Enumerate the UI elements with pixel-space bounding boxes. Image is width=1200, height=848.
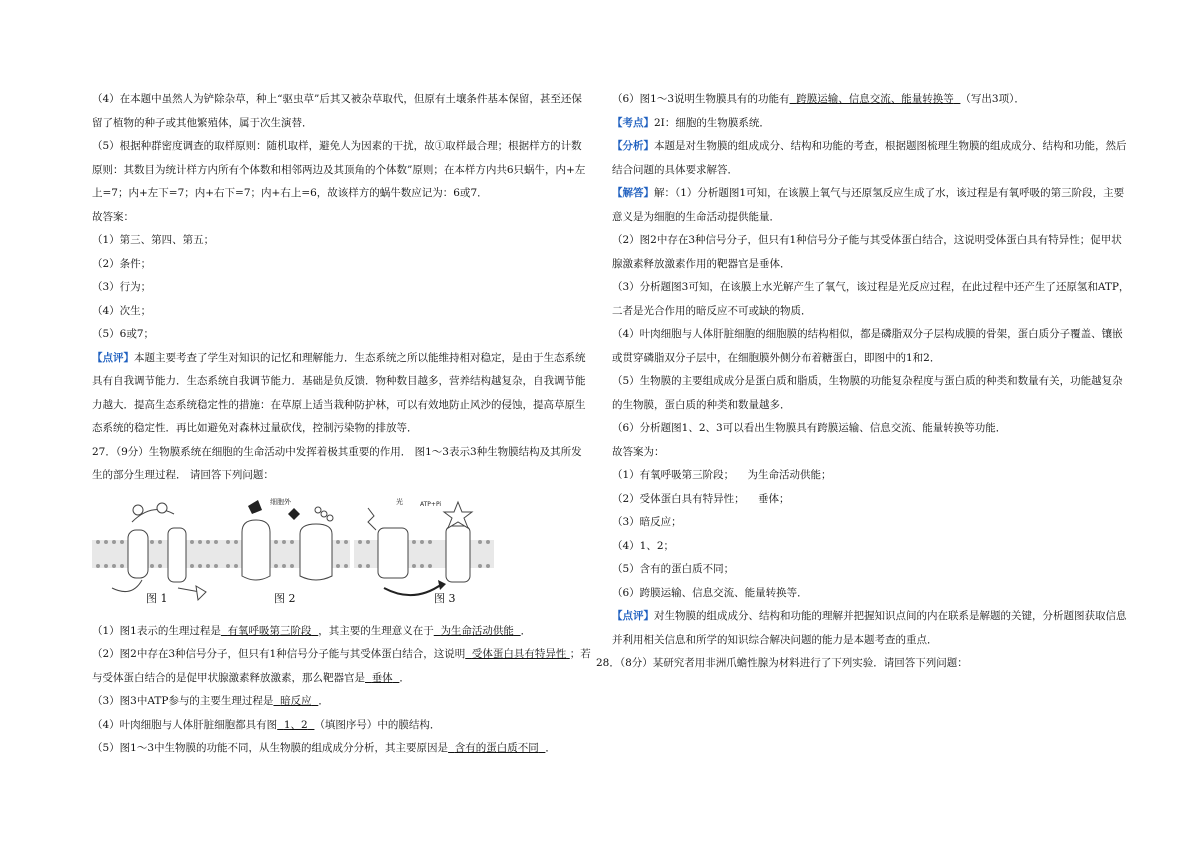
answer-blank-1a: 有氧呼吸第三阶段: [227, 624, 312, 637]
left-column: [92, 88, 592, 761]
question-27: 27．（9分）生物膜系统在细胞的生命活动中发挥着极其重要的作用． 图1～3表示3种生物膜结构及其所发生的部分生理过程． 请回答下列问题：: [92, 445, 582, 481]
figure-1-illustration: [92, 492, 222, 604]
figure-2-panel: [222, 492, 350, 606]
answer-1: （1）第三、第四、第五；: [92, 234, 215, 246]
comment: [92, 347, 592, 441]
answer-4: （4）次生；: [92, 304, 152, 317]
answer-blank-4: 1、2: [283, 718, 308, 731]
solution-2: （2）图2中存在3种信号分子，但只有1种信号分子能与其受体蛋白结合，这说明受体蛋白具有特异性；促甲状腺激素释放激素作用的靶器官是垂体．: [612, 234, 1122, 270]
right-answer-1: （1）有氧呼吸第三阶段； 为生命活动供能；: [612, 469, 832, 481]
question-27-6: （6）图1～3说明生物膜具有的功能有 跨膜运输、信息交流、能量转换等 （写出3项）．: [612, 93, 1025, 105]
answer-3: （3）行为；: [92, 281, 152, 293]
solution-3: （3）分析题图3可知，在该膜上水光解产生了氧气，该过程是光反应过程，在此过程中还产生了还原氢和ATP，二者是光合作用的暗反应不可或缺的物质．: [612, 281, 1130, 317]
question-27-3: （3）图3中ATP参与的主要生理过程是 暗反应 ．: [92, 695, 329, 707]
figure-3-caption: 图 3: [434, 591, 456, 605]
answer-2: （2）条件；: [92, 257, 152, 270]
right-answer-5: （5）含有的蛋白质不同；: [612, 563, 735, 575]
right-column: [596, 88, 1132, 676]
membrane-figures: [92, 492, 592, 620]
right-answer-2: （2）受体蛋白具有特异性； 垂体；: [612, 492, 790, 505]
knowledge-point: 【考点】2I：细胞的生物膜系统．: [612, 116, 770, 129]
figure-1-panel: [92, 492, 222, 606]
figure-3-illustration: [354, 492, 494, 604]
para-5: （5）根据种群密度调查的取样原则：随机取样，避免人为因素的干扰，故①取样最合理；根据样方的计数原则：其数目为统计样方内所有个体数和相邻两边及其顶角的个体数”原则；在本样方内共6只蜗牛，内+左上=7；内+左下=7；内+右下=7；内+右上=6，故该样方的蜗牛数应记为：6或7．: [92, 140, 586, 199]
knowledge-tag: 【考点】: [612, 116, 654, 129]
analysis-tag: 【分析】: [612, 140, 654, 152]
solution-5: （5）生物膜的主要组成成分是蛋白质和脂质，生物膜的功能复杂程度与蛋白质的种类和数量有关，功能越复杂的生物膜，蛋白质的种类和数量越多．: [612, 375, 1123, 411]
comment-text: 本题主要考查了学生对知识的记忆和理解能力．生态系统之所以能维持相对稳定，是由于生态系统具有自我调节能力．生态系统自我调节能力．基础是负反馈．物种数目越多，营养结构越复杂，自我调节能力越大．提高生态系统稳定性的措施：在草原上适当栽种防护林，可以有效地防止风沙的侵蚀，提高草原生态系统的稳定性．再比如避免对森林过量砍伐，控制污染物的排放等．: [92, 351, 586, 434]
answer-title-right: 故答案为：: [612, 445, 665, 458]
figure-2-caption: 图 2: [274, 591, 296, 605]
answer-blank-1b: 为生命活动供能: [440, 624, 514, 637]
solution-tag: 【解答】: [612, 187, 654, 199]
para-4: （4）在本题中虽然人为铲除杂草，种上“驱虫草”后其又被杂草取代，但原有土壤条件基本保留，甚至还保留了植物的种子或其他繁殖体，属于次生演替．: [92, 93, 582, 129]
right-answer-3: （3）暗反应；: [612, 516, 682, 528]
right-answer-6: （6）跨膜运输、信息交流、能量转换等．: [612, 586, 808, 599]
question-27-5: （5）图1～3中生物膜的功能不同，从生物膜的组成成分分析，其主要原因是 含有的蛋白质不同 ．: [92, 742, 556, 754]
answer-blank-2b: 垂体: [371, 671, 393, 684]
answer-blank-2a: 受体蛋白具有特异性: [471, 648, 567, 660]
question-27-4: （4）叶肉细胞与人体肝脏细胞都具有图 1、2 （填图序号）中的膜结构．: [92, 718, 441, 731]
figure-3-panel: [354, 492, 494, 606]
right-answer-4: （4）1、2；: [612, 539, 675, 552]
figure-2-outside-label: 细胞外: [270, 497, 291, 506]
answer-5: （5）6或7；: [92, 328, 155, 340]
answer-blank-5: 含有的蛋白质不同: [454, 742, 539, 754]
solution-4: （4）叶肉细胞与人体肝脏细胞的细胞膜的结构相似，都是磷脂双分子层构成膜的骨架，蛋白质分子覆盖、镶嵌或贯穿磷脂双分子层中，在细胞膜外侧分布着糖蛋白，即图中的1和2．: [612, 328, 1123, 364]
answer-blank-6: 跨膜运输、信息交流、能量转换等: [796, 93, 954, 105]
figure-1-caption: 图 1: [146, 591, 168, 605]
comment-tag: 【点评】: [92, 351, 134, 364]
analysis: 【分析】本题是对生物膜的组成成分、结构和功能的考查，根据题图梳理生物膜的组成成分、结构和功能，然后结合问题的具体要求解答．: [612, 140, 1127, 176]
question-27-2: （2）图2中存在3种信号分子，但只有1种信号分子能与其受体蛋白结合，这说明 受体蛋白具有特异性 ；若与受体蛋白结合的是促甲状腺激素释放激素，那么靶器官是 垂体 ．: [92, 648, 591, 684]
right-comment: 【点评】对生物膜的组成成分、结构和功能的理解并把握知识点间的内在联系是解题的关键，分析题图获取信息并利用相关信息和所学的知识综合解决问题的能力是本题考查的重点．: [612, 610, 1127, 646]
solution-6: （6）分析题图1、2、3可以看出生物膜具有跨膜运输、信息交流、能量转换等功能．: [612, 422, 1007, 434]
answer-title: 故答案：: [92, 210, 134, 223]
right-comment-tag: 【点评】: [612, 610, 654, 622]
figure-3-light-label: 光: [396, 497, 403, 506]
solution-1: 【解答】解：（1）分析题图1可知，在该膜上氧气与还原氢反应生成了水，该过程是有氧呼吸的第三阶段，主要意义是为细胞的生命活动提供能量．: [612, 187, 1125, 223]
question-28: 28．（8分）某研究者用非洲爪蟾性腺为材料进行了下列实验．请回答下列问题：: [596, 657, 968, 669]
figure-3-atp-label: ATP+Pi: [420, 500, 442, 508]
figure-2-illustration: [222, 492, 350, 604]
answer-blank-3: 暗反应: [280, 695, 312, 707]
question-27-1: （1）图1表示的生理过程是 有氧呼吸第三阶段 ，其主要的生理意义在于 为生命活动供能 ．: [92, 624, 532, 637]
